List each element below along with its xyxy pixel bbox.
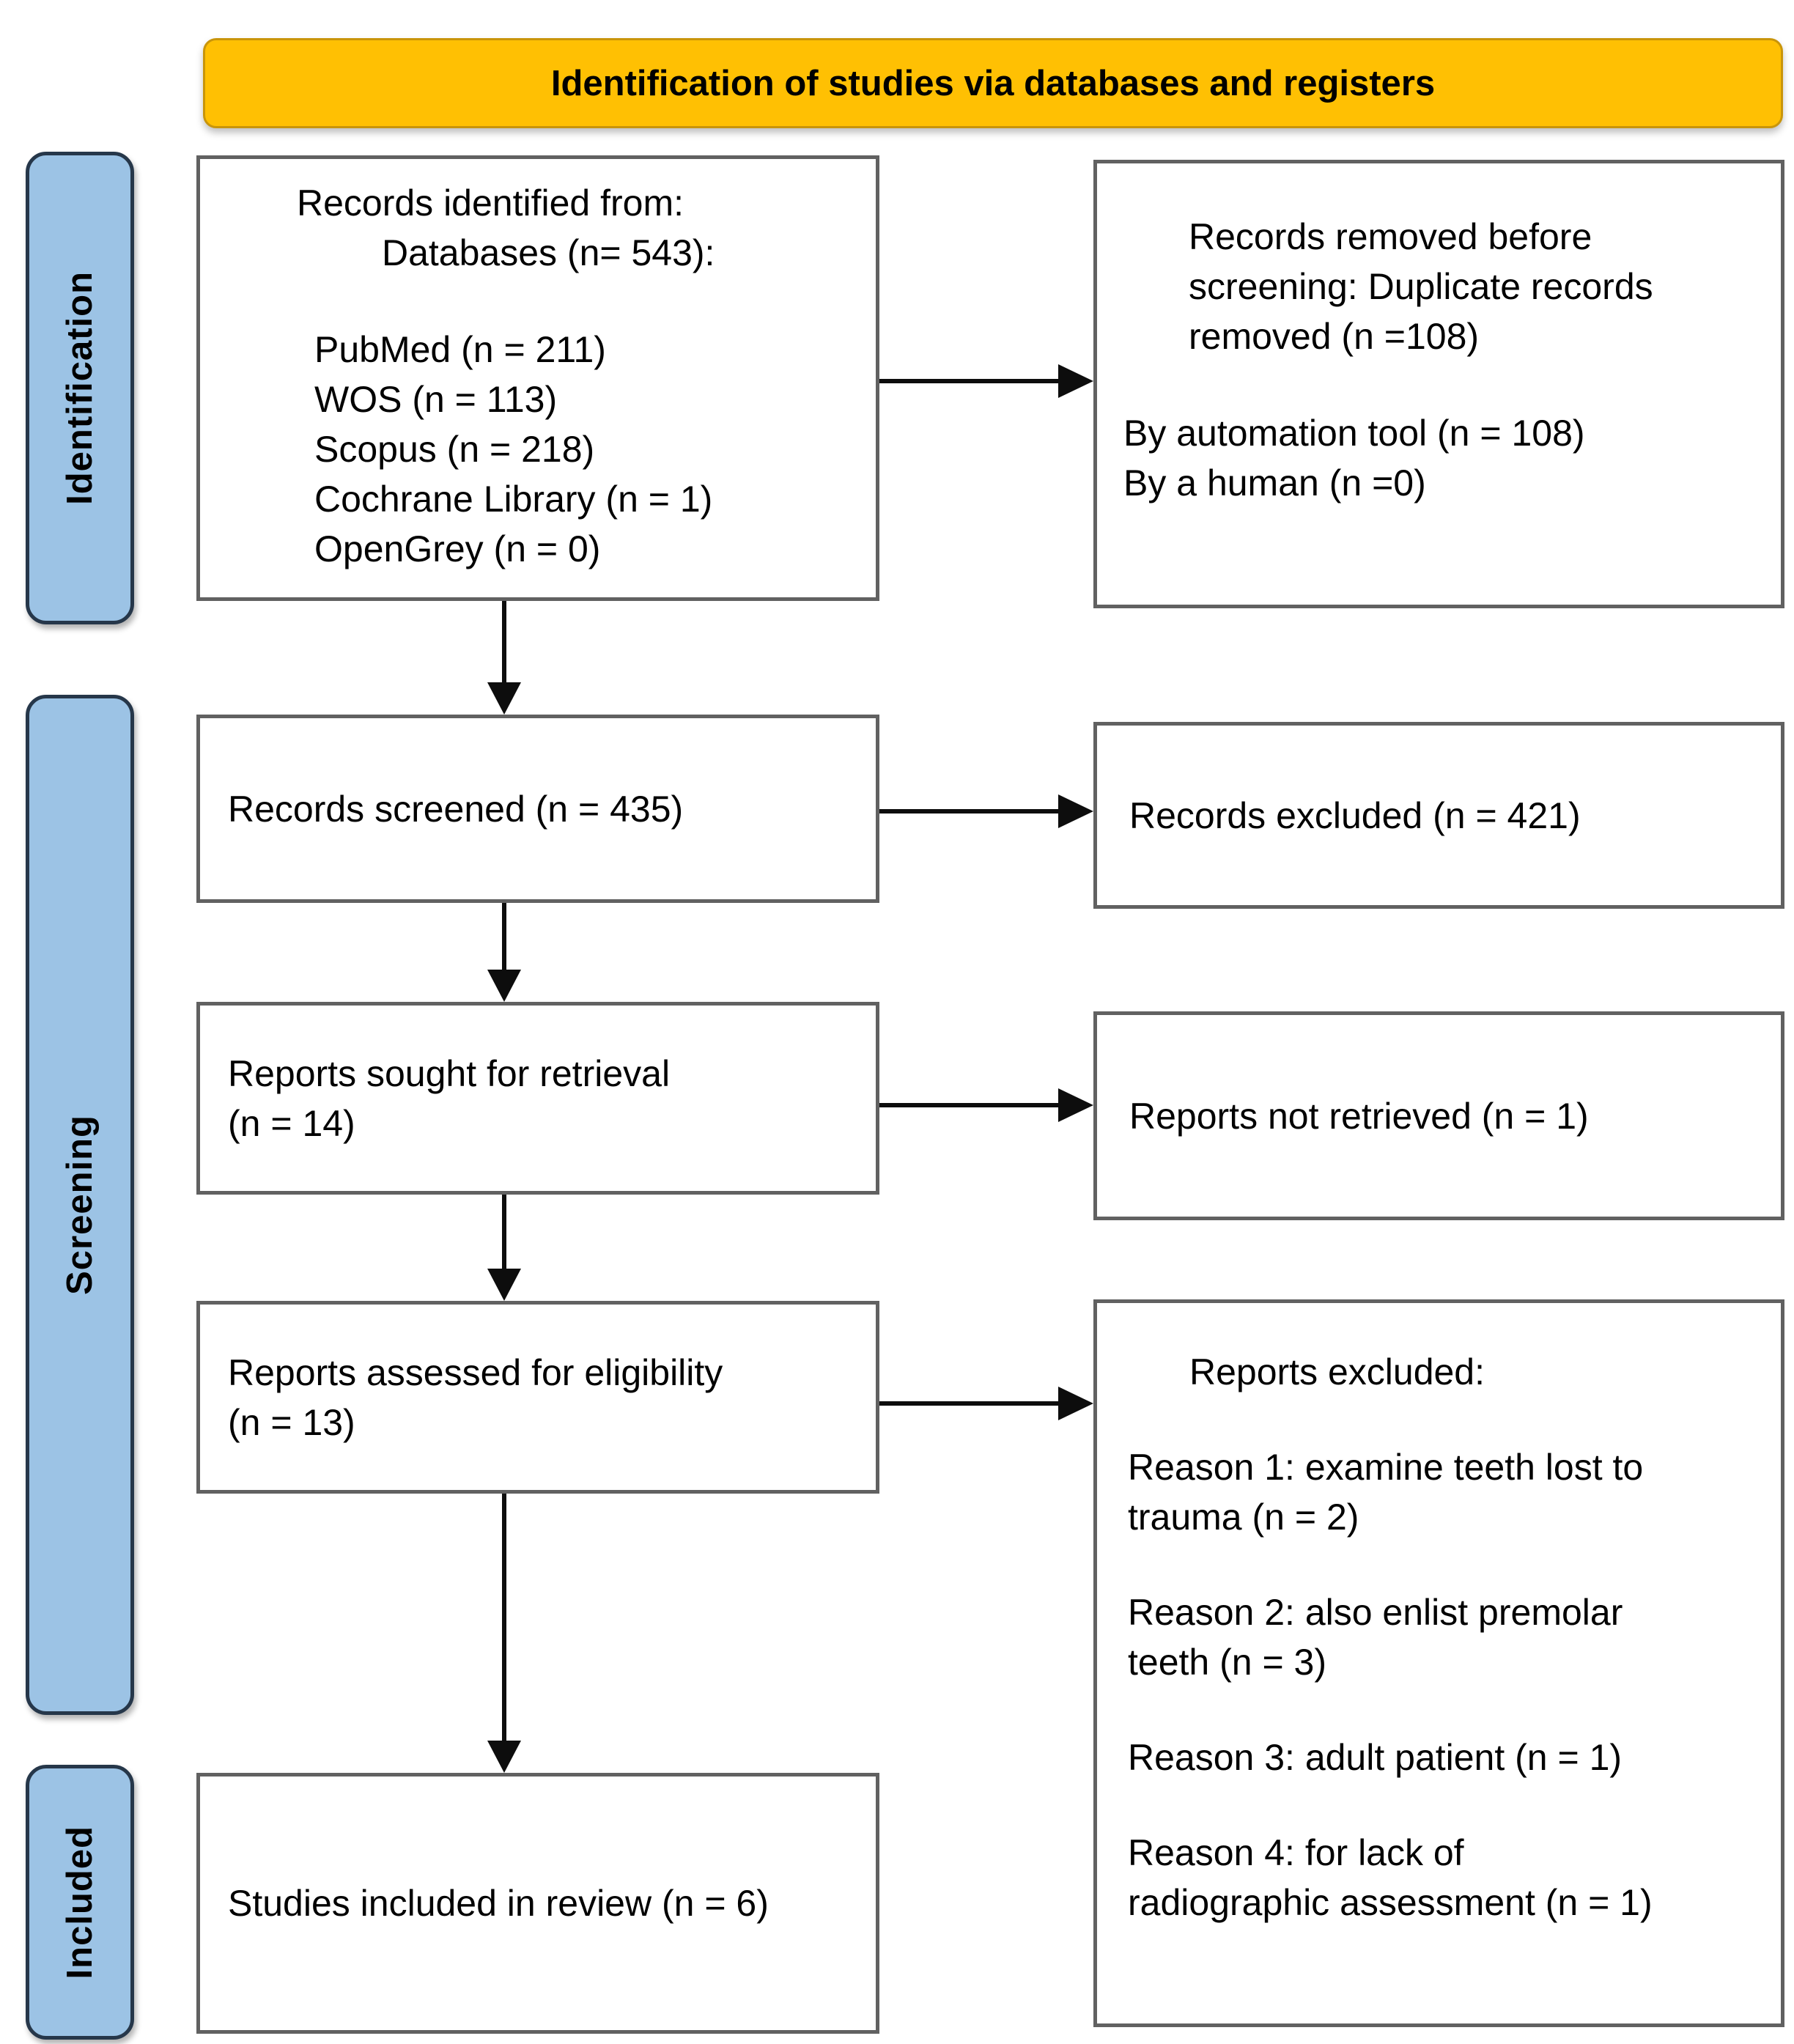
exclusion-reason-line: Reason 4: for lack of — [1128, 1832, 1464, 1873]
records-identified-line: OpenGrey (n = 0) — [314, 528, 601, 569]
box-reports-sought — [196, 1002, 879, 1195]
records-identified-line: Cochrane Library (n = 1) — [314, 479, 713, 520]
reports-assessed-line: Reports assessed for eligibility — [228, 1351, 723, 1393]
arrow-sought-to-not-retrieved — [879, 1103, 1058, 1107]
exclusion-reason-line: teeth (n = 3) — [1128, 1642, 1326, 1683]
banner-title — [203, 38, 1783, 128]
records-removed-line: Records removed before — [1189, 216, 1592, 257]
exclusion-reason-1 — [1128, 1442, 1781, 1542]
arrow-screened-to-excluded — [879, 809, 1058, 813]
stage-bar-identification — [26, 152, 134, 624]
arrow-screened-to-sought — [502, 903, 506, 970]
box-records-identified — [196, 155, 879, 601]
records-identified-line: Databases (n= 543): — [382, 232, 715, 273]
records-removed-paragraph — [1189, 212, 1722, 361]
stage-bar-included — [26, 1765, 134, 2040]
records-identified-line: PubMed (n = 211) — [314, 329, 606, 370]
records-screened-text: Records screened (n = 435) — [228, 788, 684, 830]
exclusion-reason-4 — [1128, 1828, 1781, 1927]
reports-not-retrieved-text: Reports not retrieved (n = 1) — [1129, 1095, 1589, 1137]
exclusion-reason-line: Reason 2: also enlist premolar — [1128, 1592, 1623, 1633]
arrow-identified-to-screened — [502, 601, 506, 682]
exclusion-reason-3 — [1128, 1733, 1781, 1782]
records-removed-breakdown — [1123, 408, 1781, 508]
stage-label-identification: Identification — [60, 271, 100, 505]
box-reports-excluded-reasons — [1093, 1299, 1784, 2027]
records-removed-line: By a human (n =0) — [1123, 462, 1426, 503]
studies-included-text: Studies included in review (n = 6) — [228, 1883, 769, 1924]
stage-label-screening: Screening — [60, 1115, 100, 1295]
records-identified-line: Scopus (n = 218) — [314, 429, 595, 470]
arrow-identified-to-removed — [879, 379, 1058, 383]
exclusion-reason-2 — [1128, 1587, 1781, 1687]
stage-label-included: Included — [60, 1825, 100, 1980]
records-removed-line: By automation tool (n = 108) — [1123, 413, 1585, 454]
box-reports-not-retrieved — [1093, 1011, 1784, 1220]
box-reports-assessed — [196, 1301, 879, 1494]
arrow-assessed-to-included — [502, 1494, 506, 1741]
arrow-sought-to-assessed — [502, 1195, 506, 1269]
records-excluded-text: Records excluded (n = 421) — [1129, 794, 1581, 836]
reports-sought-line: (n = 14) — [228, 1102, 355, 1144]
stage-bar-screening — [26, 695, 134, 1715]
box-records-excluded — [1093, 722, 1784, 909]
arrow-assessed-to-reports-excluded — [879, 1401, 1058, 1406]
exclusion-reason-line: trauma (n = 2) — [1128, 1497, 1359, 1538]
records-removed-line: removed (n =108) — [1189, 316, 1480, 357]
banner-title-text: Identification of studies via databases and registers — [550, 63, 1436, 103]
records-identified-line: WOS (n = 113) — [314, 379, 558, 420]
box-studies-included — [196, 1773, 879, 2034]
box-records-screened — [196, 715, 879, 903]
reports-excluded-heading: Reports excluded: — [1189, 1351, 1485, 1392]
reports-sought-line: Reports sought for retrieval — [228, 1052, 671, 1094]
exclusion-reason-line: Reason 1: examine teeth lost to — [1128, 1447, 1644, 1488]
records-removed-line: screening: Duplicate records — [1189, 266, 1653, 307]
box-records-removed — [1093, 160, 1784, 608]
exclusion-reason-line: radiographic assessment (n = 1) — [1128, 1882, 1653, 1923]
records-identified-line: Records identified from: — [297, 182, 684, 224]
exclusion-reason-line: Reason 3: adult patient (n = 1) — [1128, 1737, 1623, 1778]
reports-assessed-line: (n = 13) — [228, 1401, 355, 1443]
